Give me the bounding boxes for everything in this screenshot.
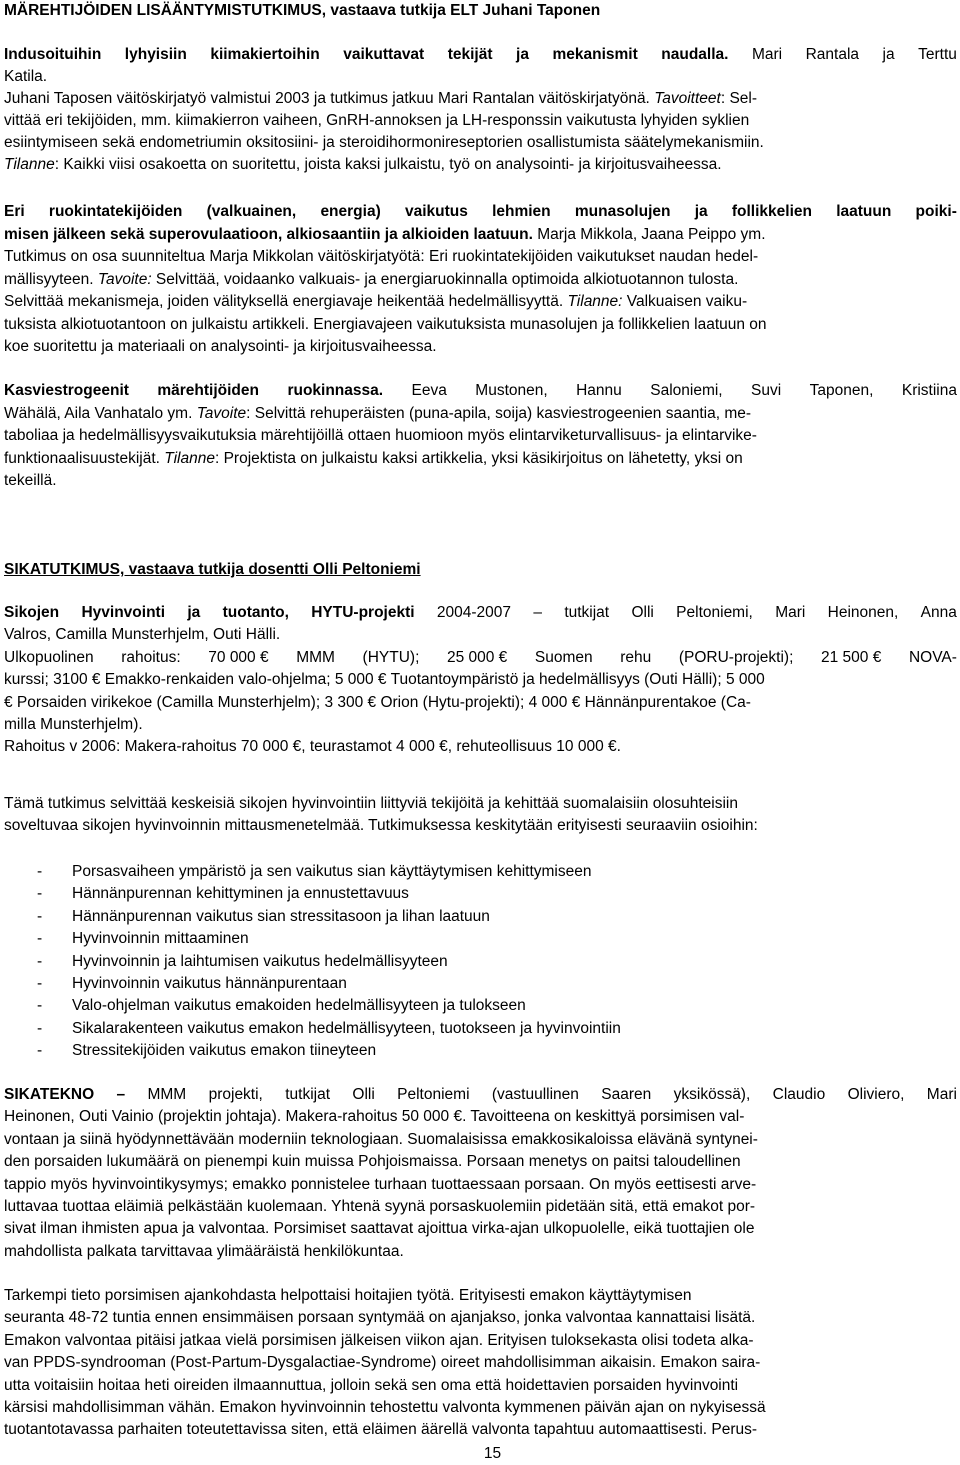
dash-bullet: - <box>37 907 43 925</box>
text-line: milla Munsterhjelm). <box>4 716 143 734</box>
text-line: Ulkopuolinen rahoitus: 70 000 € MMM (HYTU); 25 000 € Suomen rehu (PORU-projekti); 21 500 € NOVA- <box>4 648 957 666</box>
text-line: sivat ilman ihmisten apua ja valvontaa. Porsimiset saattavat ajoittua virka-ajan ulkopuolelle, eikä tuottajien ole <box>4 1220 755 1238</box>
text-line: taboliaa ja hedelmällisyysvaikutuksia märehtijöillä ottaen huomioon myös elintarviketurvallisuus- ja elintarvike- <box>4 427 757 444</box>
text-line: Heinonen, Outi Vainio (projektin johtaja). Makera-rahoitus 50 000 €. Tavoitteena on keskittyä porsimisen val- <box>4 1108 745 1126</box>
dash-bullet: - <box>37 1019 43 1037</box>
dash-bullet: - <box>37 997 43 1015</box>
list-item-text: Hyvinvoinnin mittaaminen <box>72 930 249 948</box>
dash-list <box>4 861 957 1063</box>
list-item <box>4 1018 957 1040</box>
text-line: Tarkempi tieto porsimisen ajankohdasta helpottaisi hoitajien työtä. Erityisesti emakon käyttäytymisen <box>4 1287 692 1304</box>
text-line: Tilanne: Kaikki viisi osakoetta on suoritettu, joista kaksi julkaistu, työ on analysointi- ja kirjoitusvaiheessa. <box>4 156 722 173</box>
text-line: Selvittää mekanismeja, joiden välityksellä energiavaje heikentää hedelmällisyyttä. Tilanne: Valkuaisen vaiku- <box>4 293 748 310</box>
text-line: den porsaiden lukumäärä on pienempi kuin muissa Pohjoismaissa. Porsaan menetys on paitsi taloudellinen <box>4 1153 741 1171</box>
section-heading-sikatutkimus <box>4 559 957 581</box>
list-item-text: Hyvinvoinnin vaikutus hännänpurentaan <box>72 974 347 992</box>
text-line: van PPDS-syndrooman (Post-Partum-Dysgalactiae-Syndrome) oireet mahdollisimman aikaisin. Emakon saira- <box>4 1354 761 1372</box>
text-line: soveltuvaa sikojen hyvinvoinnin mittausmenetelmää. Tutkimuksessa keskitytään erityisesti seuraaviin osioihin: <box>4 817 758 835</box>
paragraph-ruokintatekijat <box>4 201 957 359</box>
text-line: seuranta 48-72 tuntia ennen ensimmäisen porsaan syntymää on ajanjakso, jonka valvontaa kannattaisi lisätä. <box>4 1309 756 1327</box>
dash-bullet: - <box>37 974 43 992</box>
text-line: Valros, Camilla Munsterhjelm, Outi Hälli. <box>4 626 281 644</box>
text-line: Katila. <box>4 68 48 85</box>
research-topics-list <box>4 861 957 1063</box>
text-line: funktionaalisuustekijät. Tilanne: Projektista on julkaistu kaksi artikkelia, yksi käsikirjoitus on lähetetty, yksi on <box>4 449 743 467</box>
text-line: esiintymiseen sekä endometriumin oksitosiini- ja steroidihormonireseptorien osallistumista säätelymekanismiin. <box>4 134 764 151</box>
text-line: Wähälä, Aila Vanhatalo ym. Tavoite: Selvittä rehuperäisten (puna-apila, soija) kasviestrogeenien saantia, me- <box>4 404 752 422</box>
list-item-text: Porsasvaiheen ympäristö ja sen vaikutus sian käyttäytymisen kehittymiseen <box>72 863 592 880</box>
list-item <box>4 995 957 1017</box>
text-line: kärsisi mahdollisimman vähän. Emakon hyvinvoinnin tehostettu valvonta kymmenen päivän ajan on nykyisessä <box>4 1399 766 1417</box>
text-line: utta voitaisiin hoitaa heti oireiden ilmaannuttua, jolloin sekä sen oma että hoidettavien porsaiden hyvinvointi <box>4 1376 739 1394</box>
text-line: tuksista alkiotuotantoon on julkaistu artikkeli. Energiavajeen vaikutuksista munasolujen ja follikkelien laatuun on <box>4 315 767 333</box>
text-line: Tämä tutkimus selvittää keskeisiä sikojen hyvinvointiin liittyviä tekijöitä ja kehittää suomalaisiin olosuhteisiin <box>4 795 738 812</box>
text-line: Emakon valvontaa pitäisi jatkaa vielä porsimisen jälkeisen viikon ajan. Erityisen tuloksekasta olisi todeta alka- <box>4 1331 754 1349</box>
section-title: SIKATUTKIMUS, vastaava tutkija dosentti Olli Peltoniemi <box>4 561 421 578</box>
paragraph-porsimisen-ajankohta <box>4 1285 957 1442</box>
list-item <box>4 883 957 905</box>
list-item-text: Stressitekijöiden vaikutus emakon tiineyteen <box>72 1042 377 1060</box>
list-item-text: Valo-ohjelman vaikutus emakoiden hedelmällisyyteen ja tulokseen <box>72 997 526 1015</box>
text-line: luttavaa tuottaa eläimiä pelkästään kuolemaan. Yhtenä syynä porsaskuolemiin pidetään sitä, että emakot por- <box>4 1198 756 1216</box>
text-line: Rahoitus v 2006: Makera-rahoitus 70 000 €, teurastamot 4 000 €, rehuteollisuus 10 000 €. <box>4 738 621 756</box>
section-title: MÄREHTIJÖIDEN LISÄÄNTYMISTUTKIMUS, vastaava tutkija ELT Juhani Taponen <box>4 2 601 19</box>
list-item-text: Hännänpurennan kehittyminen ja ennustettavuus <box>72 885 409 903</box>
paragraph-hytu-projekti <box>4 602 957 759</box>
text-line: tuotantotavassa parhaiten toteutettavissa siten, että eläimen äärellä valvonta tapahtuu automaattisesti. Perus- <box>4 1421 758 1439</box>
text-line: vontaan ja siinä hyödynnettävään moderniin teknologiaan. Suomalaisissa emakkosikaloissa elävänä syntynei- <box>4 1130 758 1148</box>
list-item <box>4 1040 957 1062</box>
list-item <box>4 861 957 883</box>
text-line: misen jälkeen sekä superovulaatioon, alkiosaantiin ja alkioiden laatuun. Marja Mikkola, Jaana Peippo ym. <box>4 225 766 243</box>
text-line: vittää eri tekijöiden, mm. kiimakierron vaiheen, GnRH-annoksen ja LH-responssin vaikutusta lyhyiden syklien <box>4 112 750 129</box>
section-heading-marehtijat <box>4 0 957 22</box>
text-line: Tutkimus on osa suunniteltua Marja Mikkolan väitöskirjatyötä: Eri ruokintatekijöiden vaikutukset naudan hedel- <box>4 248 759 265</box>
text-line: SIKATEKNO – MMM projekti, tutkijat Olli Peltoniemi (vastuullinen Saaren yksikössä), Claudio Oliviero, Mari <box>4 1086 957 1103</box>
list-item <box>4 951 957 973</box>
text-line: Eri ruokintatekijöiden (valkuainen, energia) vaikutus lehmien munasolujen ja follikkelien laatuun poiki- <box>4 203 957 220</box>
text-line: mahdollista palkata tarvittavaa ylimääräistä henkilökuntaa. <box>4 1242 404 1260</box>
paragraph-lyhyet-kiimakierrot <box>4 44 957 176</box>
dash-bullet: - <box>37 885 43 903</box>
list-item <box>4 928 957 950</box>
list-item-text: Hyvinvoinnin ja laihtumisen vaikutus hedelmällisyyteen <box>72 952 448 970</box>
text-line: Indusoituihin lyhyisiin kiimakiertoihin vaikuttavat tekijät ja mekanismit naudalla. Mari Rantala ja Terttu <box>4 46 957 63</box>
list-item-text: Sikalarakenteen vaikutus emakon hedelmällisyyteen, tuotokseen ja hyvinvointiin <box>72 1019 621 1037</box>
text-line: koe suoritettu ja materiaali on analysointi- ja kirjoitusvaiheessa. <box>4 338 437 355</box>
text-line: Kasviestrogeenit märehtijöiden ruokinnassa. Eeva Mustonen, Hannu Saloniemi, Suvi Taponen, Kristiina <box>4 382 957 399</box>
page-number: 15 <box>483 1445 502 1462</box>
paragraph-kasviestrogeenit <box>4 380 957 493</box>
text-line: Juhani Taposen väitöskirjatyö valmistui 2003 ja tutkimus jatkuu Mari Rantalan väitöskirjatyönä. Tavoitteet: Sel- <box>4 90 758 107</box>
text-line: kurssi; 3100 € Emakko-renkaiden valo-ohjelma; 5 000 € Tuotantoympäristö ja hedelmällisyys (Outi Hälli); 5 000 <box>4 671 765 689</box>
dash-bullet: - <box>37 863 43 880</box>
text-line: Sikojen Hyvinvointi ja tuotanto, HYTU-projekti 2004-2007 – tutkijat Olli Peltoniemi, Mari Heinonen, Anna <box>4 604 957 621</box>
dash-bullet: - <box>37 952 43 970</box>
paragraph-tutkimuksen-tavoite <box>4 793 957 838</box>
dash-bullet: - <box>37 1042 43 1060</box>
text-line: tappio myös hyvinvointikysymys; emakko ponnistelee turhaan tuottaessaan porsaan. On myös eettisesti arve- <box>4 1175 757 1193</box>
text-line: tekeillä. <box>4 472 57 489</box>
dash-bullet: - <box>37 930 43 948</box>
text-line: mällisyyteen. Tavoite: Selvittää, voidaanko valkuais- ja energiaruokinnalla optimoida alkiotuotannon tulosta. <box>4 270 739 288</box>
list-item <box>4 906 957 928</box>
list-item <box>4 973 957 995</box>
paragraph-sikatekno <box>4 1084 957 1263</box>
text-line: € Porsaiden virikekoe (Camilla Munsterhjelm); 3 300 € Orion (Hytu-projekti); 4 000 € Hännänpurentakoe (Ca- <box>4 693 751 711</box>
list-item-text: Hännänpurennan vaikutus sian stressitasoon ja lihan laatuun <box>72 907 490 925</box>
